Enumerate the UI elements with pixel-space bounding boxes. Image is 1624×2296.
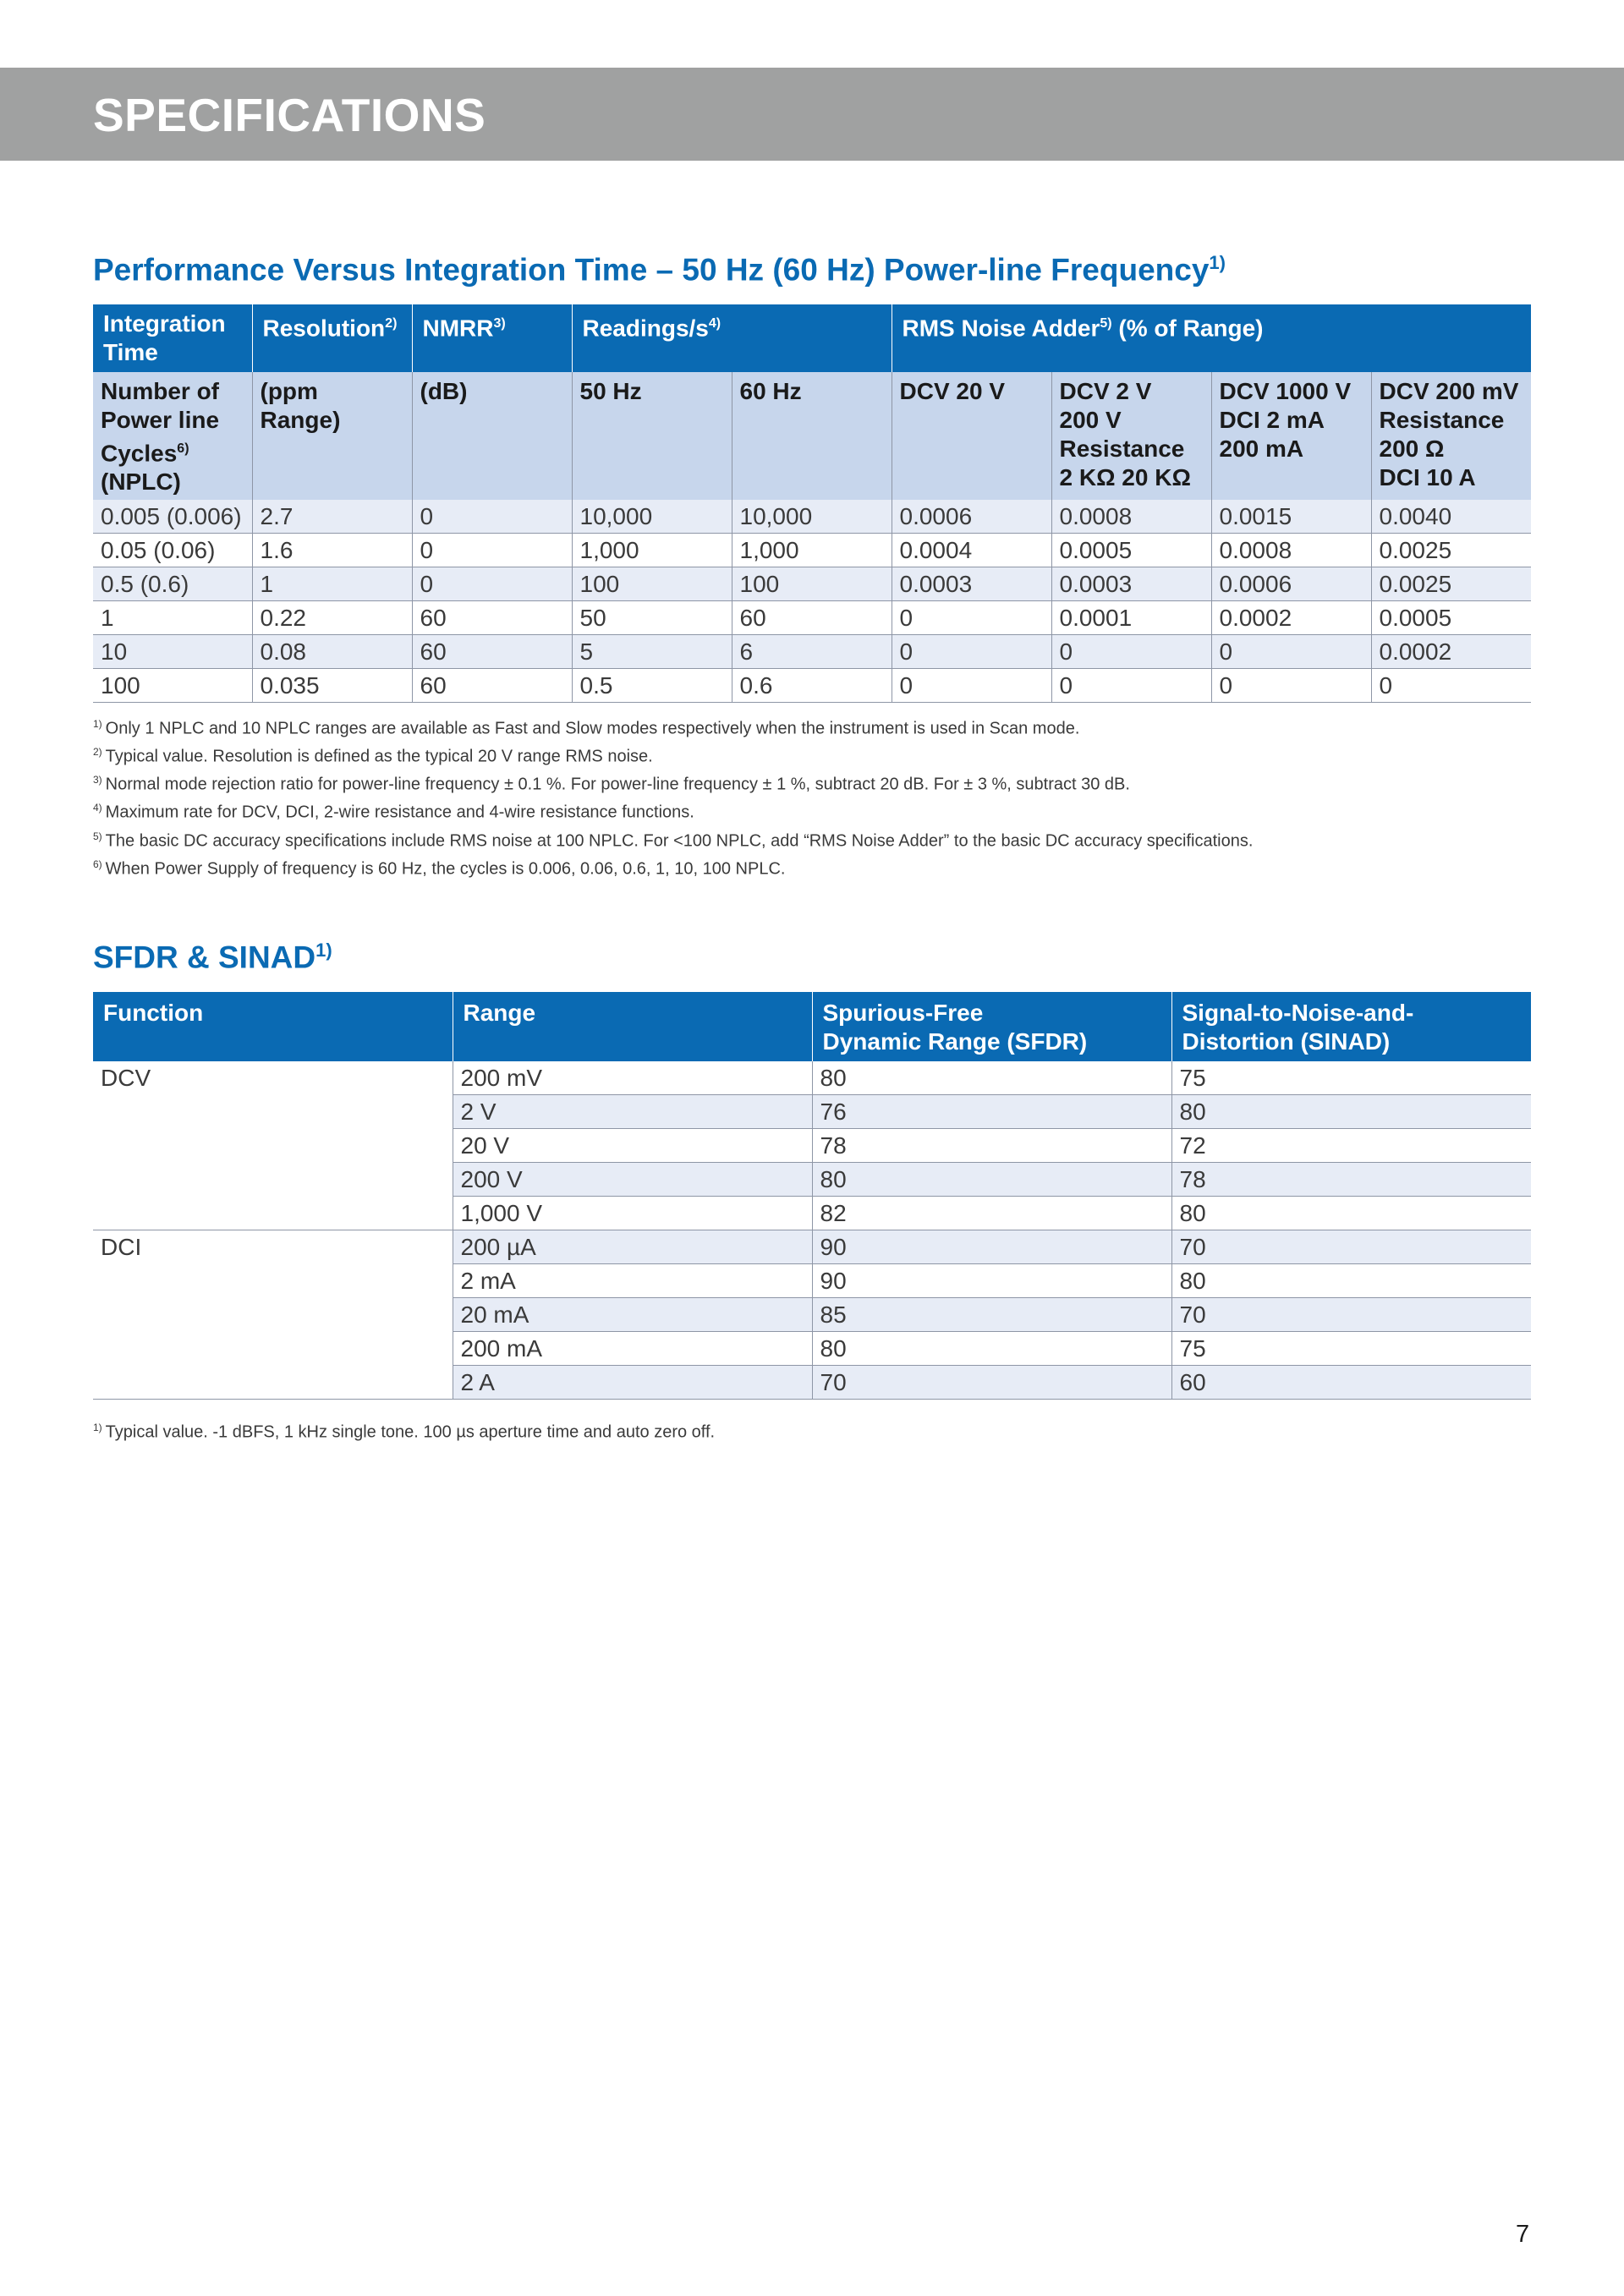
table-cell: 10,000: [732, 500, 892, 534]
table-cell: [93, 1095, 453, 1129]
table-cell: 0.6: [732, 669, 892, 703]
table-cell: 0.0002: [1211, 601, 1371, 635]
table-cell: 200 mV: [453, 1061, 812, 1095]
table-row: [93, 1332, 1531, 1366]
table-cell: 0.0006: [1211, 567, 1371, 601]
performance-table: [93, 304, 1531, 703]
col-sinad-line2: Distortion (SINAD): [1182, 1028, 1391, 1055]
sfdr-title-text: SFDR & SINAD: [93, 940, 316, 975]
table-cell: [93, 1298, 453, 1332]
table-cell: 80: [812, 1163, 1171, 1197]
footnote-mark: 1): [93, 1422, 102, 1433]
table-cell: 76: [812, 1095, 1171, 1129]
perf-footnotes: [93, 713, 1531, 881]
col-rms-suffix: (% of Range): [1118, 315, 1264, 342]
col-range: Range: [453, 992, 812, 1061]
sub-nplc-line3-text: Cycles: [101, 440, 178, 467]
table-cell: 0: [892, 635, 1051, 669]
table-cell: 72: [1171, 1129, 1531, 1163]
table-row: [93, 1197, 1531, 1230]
table-cell: 0: [1211, 669, 1371, 703]
table-cell: 90: [812, 1264, 1171, 1298]
perf-section-title: [93, 252, 1226, 288]
col-sinad-line1: Signal-to-Noise-and-: [1182, 1000, 1414, 1026]
sub-dcv-1000v-line1: DCV 1000 V: [1219, 378, 1352, 404]
sub-nplc: [93, 372, 252, 500]
table-cell: 60: [412, 601, 572, 635]
table-cell: 0.0005: [1371, 601, 1531, 635]
table-cell: 75: [1171, 1061, 1531, 1095]
table-cell: 6: [732, 635, 892, 669]
sub-60hz: 60 Hz: [732, 372, 892, 500]
col-sfdr-line2: Dynamic Range (SFDR): [822, 1028, 1088, 1055]
table-cell: 1,000 V: [453, 1197, 812, 1230]
footnote: [93, 853, 1531, 881]
sfdr-title-footnote-mark: 1): [315, 940, 332, 961]
table-cell: 80: [1171, 1197, 1531, 1230]
footnote-mark: 3): [93, 774, 102, 786]
table-cell: 0.0004: [892, 534, 1051, 567]
table-cell: 100: [572, 567, 732, 601]
table-row: [93, 1163, 1531, 1197]
sub-nplc-line2: Power line: [101, 407, 220, 433]
table-cell: 200 mA: [453, 1332, 812, 1366]
table-row: [93, 1129, 1531, 1163]
table-cell: DCV: [93, 1061, 453, 1095]
table-cell: 0: [892, 601, 1051, 635]
col-rms-label: RMS Noise Adder: [902, 315, 1100, 342]
table-cell: 80: [1171, 1095, 1531, 1129]
footnote: [93, 713, 1531, 741]
table-cell: 0: [412, 534, 572, 567]
table-cell: 0.0008: [1211, 534, 1371, 567]
sub-50hz: 50 Hz: [572, 372, 732, 500]
table-cell: 100: [93, 669, 252, 703]
footnote-text: Typical value. -1 dBFS, 1 kHz single tone. 100 µs aperture time and auto zero off.: [105, 1422, 716, 1442]
footnote: [93, 825, 1531, 853]
perf-title-footnote-mark: 1): [1209, 252, 1226, 273]
col-resolution-label: Resolution: [262, 315, 386, 342]
table-row: [93, 635, 1531, 669]
sub-dcv-2v-line3: Resistance: [1059, 436, 1185, 462]
footnote-mark: 2): [93, 746, 102, 759]
table-cell: 0.0002: [1371, 635, 1531, 669]
col-readings-mark: 4): [708, 316, 721, 331]
table-cell: 80: [1171, 1264, 1531, 1298]
table-row: [93, 1061, 1531, 1095]
table-cell: 75: [1171, 1332, 1531, 1366]
sfdr-sinad-table: [93, 992, 1531, 1400]
table-cell: 60: [1171, 1366, 1531, 1400]
col-sfdr-line1: Spurious-Free: [822, 1000, 984, 1026]
sub-dcv-1000v-line3: 200 mA: [1219, 436, 1304, 462]
table-cell: 0.0001: [1051, 601, 1211, 635]
table-cell: 0: [1371, 669, 1531, 703]
col-nmrr: [412, 304, 572, 372]
table-cell: [93, 1129, 453, 1163]
footnote-text: Maximum rate for DCV, DCI, 2-wire resistance and 4-wire resistance functions.: [105, 803, 694, 823]
table-row: [93, 534, 1531, 567]
table-cell: 0.0006: [892, 500, 1051, 534]
table-cell: 0: [1051, 635, 1211, 669]
sub-nplc-line4: (NPLC): [101, 469, 181, 496]
col-resolution-mark: 2): [385, 316, 398, 331]
sub-nmrr-unit: (dB): [412, 372, 572, 500]
sub-resolution-unit: (ppm Range): [252, 372, 412, 500]
table-cell: 2 V: [453, 1095, 812, 1129]
footnote-text: The basic DC accuracy specifications include RMS noise at 100 NPLC. For <100 NPLC, add “RMS Noise Adder” to the basic DC accuracy specifications.: [105, 831, 1254, 851]
table-cell: 2 A: [453, 1366, 812, 1400]
sub-dcv-2v: [1051, 372, 1211, 500]
perf-header-row: [93, 304, 1531, 372]
perf-title-text: Performance Versus Integration Time – 50 Hz (60 Hz) Power-line Frequency: [93, 252, 1210, 288]
footnote-text: Normal mode rejection ratio for power-line frequency ± 0.1 %. For power-line frequency ± 1 %, subtract 20 dB. For ± 3 %, subtract 30 dB.: [105, 775, 1130, 794]
col-resolution: [252, 304, 412, 372]
table-cell: [93, 1332, 453, 1366]
table-cell: 0.08: [252, 635, 412, 669]
sub-nplc-line1: Number of: [101, 378, 219, 404]
table-cell: 78: [812, 1129, 1171, 1163]
table-cell: 60: [412, 669, 572, 703]
sub-nplc-line3: [101, 435, 245, 468]
page-heading: SPECIFICATIONS: [93, 89, 486, 141]
table-cell: 100: [732, 567, 892, 601]
table-cell: 0.5 (0.6): [93, 567, 252, 601]
table-cell: 78: [1171, 1163, 1531, 1197]
sub-dcv-2v-line2: 200 V: [1059, 407, 1122, 433]
table-cell: 0: [412, 567, 572, 601]
table-cell: 2 mA: [453, 1264, 812, 1298]
table-cell: 0.035: [252, 669, 412, 703]
table-cell: 60: [412, 635, 572, 669]
table-cell: DCI: [93, 1230, 453, 1264]
table-cell: 20 mA: [453, 1298, 812, 1332]
sub-dcv-2v-line4: 2 KΩ 20 KΩ: [1059, 464, 1191, 490]
col-nmrr-label: NMRR: [422, 315, 494, 342]
col-sinad: [1171, 992, 1531, 1061]
table-cell: 200 µA: [453, 1230, 812, 1264]
sub-nplc-mark: 6): [177, 441, 189, 456]
table-cell: 0: [1051, 669, 1211, 703]
footnote-mark: 6): [93, 858, 102, 870]
footnote-mark: 4): [93, 802, 102, 814]
table-cell: 0.0025: [1371, 567, 1531, 601]
table-cell: 5: [572, 635, 732, 669]
table-row: [93, 567, 1531, 601]
table-row: [93, 669, 1531, 703]
table-cell: 1: [252, 567, 412, 601]
table-cell: 0.0008: [1051, 500, 1211, 534]
col-rms-mark: 5): [1100, 316, 1112, 331]
footnote-mark: 5): [93, 830, 102, 842]
footnote-text: When Power Supply of frequency is 60 Hz, the cycles is 0.006, 0.06, 0.6, 1, 10, 100 NPLC.: [105, 859, 786, 879]
table-cell: 0: [892, 669, 1051, 703]
footnote: [93, 769, 1531, 797]
table-cell: 0.05 (0.06): [93, 534, 252, 567]
table-row: [93, 500, 1531, 534]
table-cell: 0.0015: [1211, 500, 1371, 534]
header-banner: [0, 68, 1624, 161]
table-row: [93, 1230, 1531, 1264]
table-cell: 0: [412, 500, 572, 534]
table-cell: [93, 1197, 453, 1230]
footnote: [93, 797, 1531, 825]
table-cell: 1,000: [572, 534, 732, 567]
table-cell: [93, 1163, 453, 1197]
table-cell: 0.0025: [1371, 534, 1531, 567]
table-cell: 0: [1211, 635, 1371, 669]
sub-dcv-200mv-line1: DCV 200 mV: [1379, 378, 1519, 404]
table-cell: 1: [93, 601, 252, 635]
table-cell: 0.0003: [892, 567, 1051, 601]
sfdr-footnotes: [93, 1417, 1531, 1444]
table-cell: 10,000: [572, 500, 732, 534]
sub-dcv-200mv: [1371, 372, 1531, 500]
sub-dcv-200mv-line3: 200 Ω: [1379, 436, 1445, 462]
sub-dcv-200mv-line4: DCI 10 A: [1379, 464, 1476, 490]
table-row: [93, 1298, 1531, 1332]
table-cell: 80: [812, 1061, 1171, 1095]
table-row: [93, 1366, 1531, 1400]
table-cell: 1,000: [732, 534, 892, 567]
table-cell: 0.5: [572, 669, 732, 703]
table-cell: 200 V: [453, 1163, 812, 1197]
sub-dcv-2v-line1: DCV 2 V: [1059, 378, 1152, 404]
page-number: 7: [1516, 2221, 1530, 2248]
table-cell: 0.0005: [1051, 534, 1211, 567]
col-readings-label: Readings/s: [582, 315, 709, 342]
table-cell: 10: [93, 635, 252, 669]
footnote-mark: 1): [93, 718, 102, 730]
table-cell: 60: [732, 601, 892, 635]
sub-dcv-1000v: [1211, 372, 1371, 500]
footnote-text: Typical value. Resolution is defined as the typical 20 V range RMS noise.: [105, 747, 653, 766]
table-cell: 0.0040: [1371, 500, 1531, 534]
table-cell: 2.7: [252, 500, 412, 534]
col-integration-time: Integration Time: [93, 304, 252, 372]
table-cell: 70: [812, 1366, 1171, 1400]
table-cell: [93, 1264, 453, 1298]
table-cell: 0.005 (0.006): [93, 500, 252, 534]
table-cell: 0.22: [252, 601, 412, 635]
sub-dcv-20v: DCV 20 V: [892, 372, 1051, 500]
table-cell: 90: [812, 1230, 1171, 1264]
table-cell: 80: [812, 1332, 1171, 1366]
col-function: Function: [93, 992, 453, 1061]
table-row: [93, 1264, 1531, 1298]
col-rms-noise: [892, 304, 1531, 372]
sub-dcv-1000v-line2: DCI 2 mA: [1219, 407, 1325, 433]
sfdr-header-row: [93, 992, 1531, 1061]
table-cell: 50: [572, 601, 732, 635]
table-cell: [93, 1366, 453, 1400]
table-cell: 82: [812, 1197, 1171, 1230]
table-cell: 1.6: [252, 534, 412, 567]
footnote-text: Only 1 NPLC and 10 NPLC ranges are available as Fast and Slow modes respectively when the instrument is used in Scan mode.: [105, 719, 1080, 738]
col-nmrr-mark: 3): [493, 316, 506, 331]
col-readings: [572, 304, 892, 372]
table-cell: 0.0003: [1051, 567, 1211, 601]
sub-dcv-200mv-line2: Resistance: [1379, 407, 1505, 433]
table-cell: 70: [1171, 1230, 1531, 1264]
footnote: [93, 1417, 1531, 1444]
table-row: [93, 1095, 1531, 1129]
sfdr-section-title: [93, 940, 332, 975]
perf-subheader-row: [93, 372, 1531, 500]
table-row: [93, 601, 1531, 635]
col-sfdr: [812, 992, 1171, 1061]
footnote: [93, 741, 1531, 769]
table-cell: 85: [812, 1298, 1171, 1332]
table-cell: 20 V: [453, 1129, 812, 1163]
table-cell: 70: [1171, 1298, 1531, 1332]
